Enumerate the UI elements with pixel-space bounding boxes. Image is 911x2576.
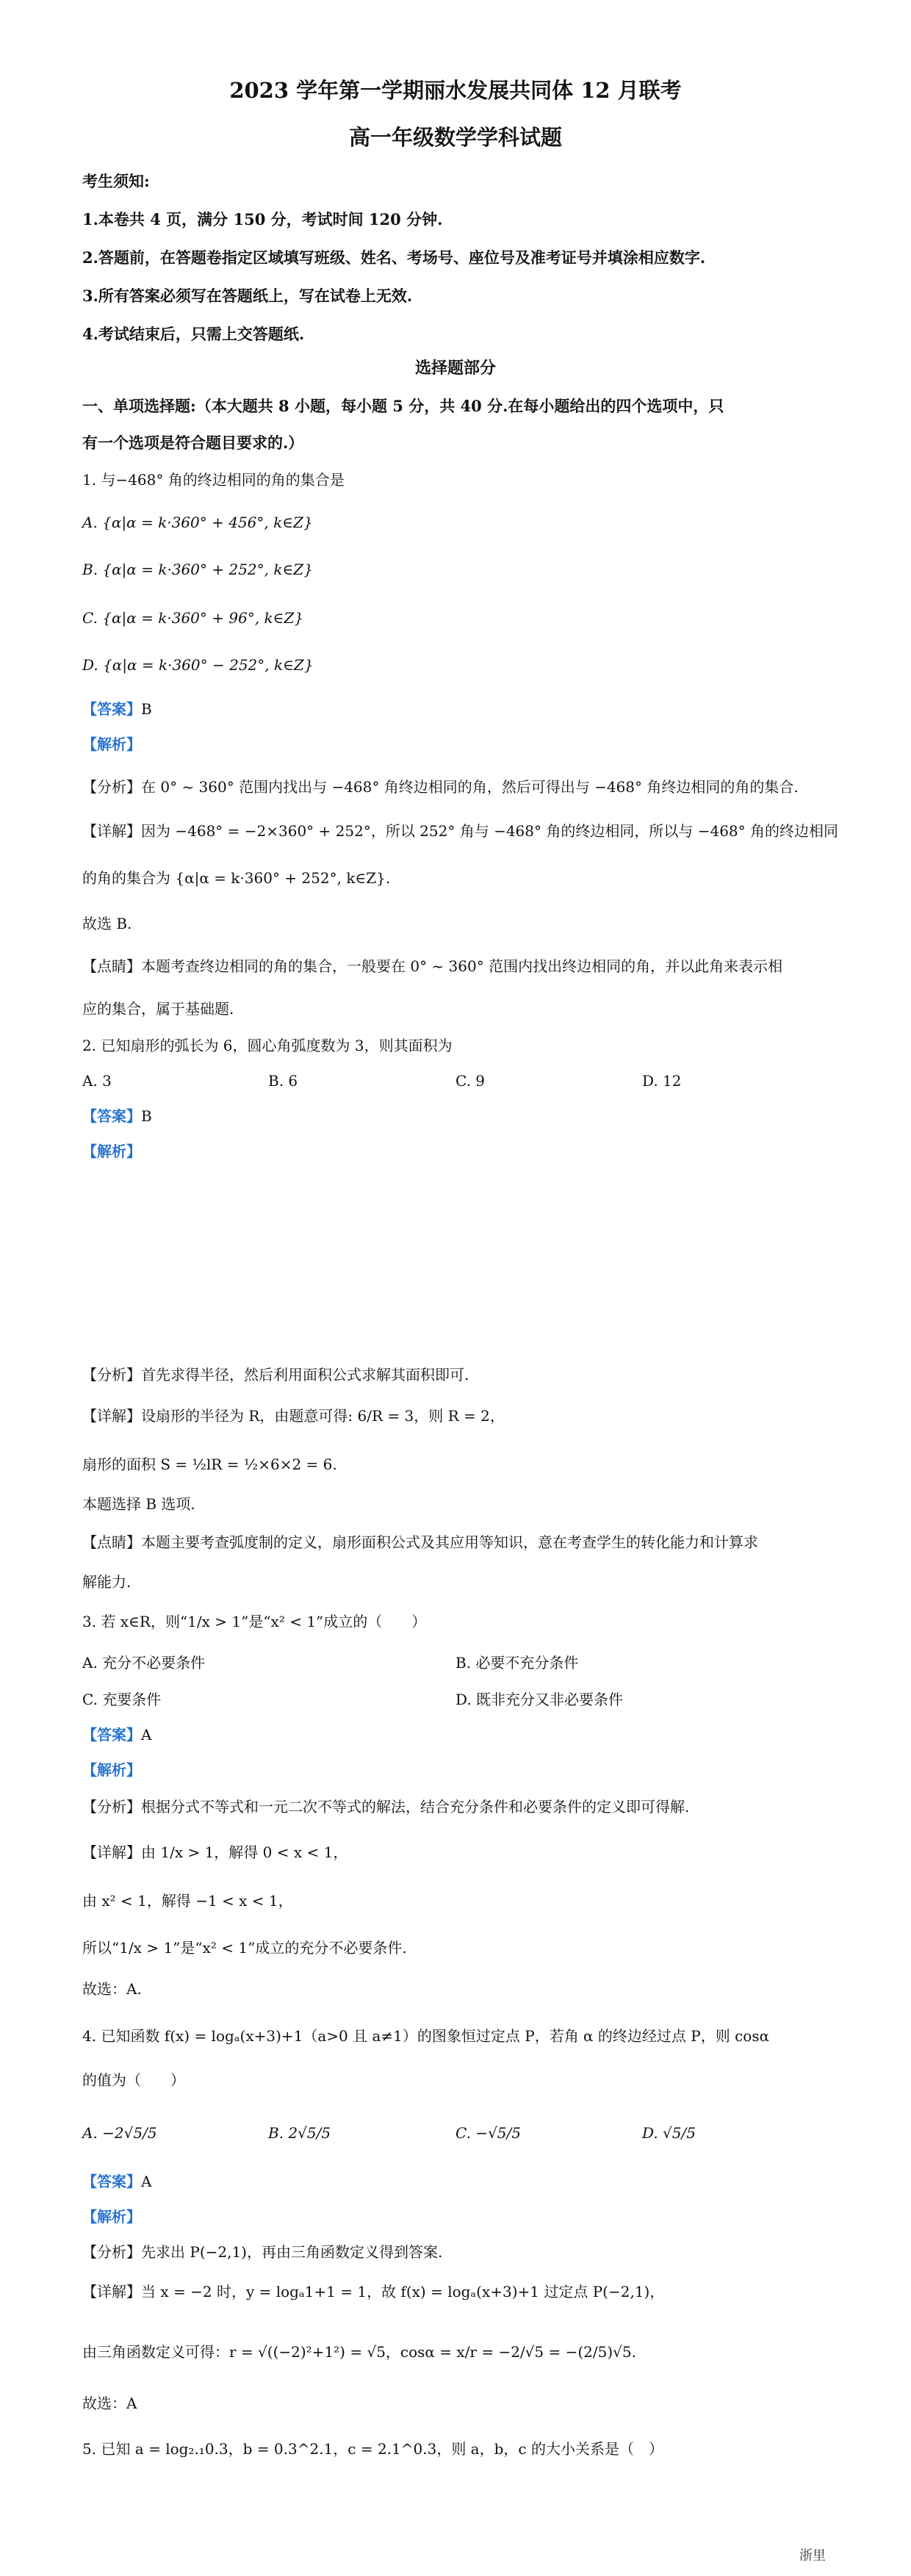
q1-analysis-label: 【解析】 — [82, 735, 141, 753]
q4-option-d: D. √5/5 — [642, 2124, 696, 2142]
q2-answer-value: B — [141, 1107, 152, 1125]
answer-label: 【答案】 — [82, 1107, 141, 1125]
q3-option-c: C. 充要条件 — [82, 1691, 162, 1708]
q1-option-a: A. {α|α = k·360° + 456°, k∈Z} — [82, 514, 313, 531]
q4-answer-value: A — [141, 2173, 152, 2190]
q2-dianjing-2: 解能力. — [82, 1573, 132, 1591]
q3-answer — [82, 1724, 151, 1746]
exam-subtitle: 高一年级数学学科试题 — [348, 125, 562, 150]
q3-option-d: D. 既非充分又非必要条件 — [455, 1691, 624, 1708]
q4-option-c: C. −√5/5 — [455, 2124, 521, 2142]
q1-option-c: C. {α|α = k·360° + 96°, k∈Z} — [82, 609, 304, 627]
q1-answer-value: B — [141, 700, 152, 718]
notice-item-4: 4.考试结束后，只需上交答题纸. — [82, 325, 305, 343]
notice-heading: 考生须知: — [82, 172, 150, 190]
q2-analysis-label: 【解析】 — [82, 1143, 141, 1160]
q4-option-a: A. −2√5/5 — [82, 2124, 157, 2142]
q3-xiangjie: 【详解】由 1/x > 1，解得 0 < x < 1， — [82, 1843, 348, 1861]
q3-answer-value: A — [141, 1726, 152, 1744]
q5-stem: 5. 已知 a = log₂.₁0.3，b = 0.3^2.1，c = 2.1^0.3，则 a，b，c 的大小关系是（ ） — [82, 2440, 663, 2458]
q1-option-b: B. {α|α = k·360° + 252°, k∈Z} — [82, 561, 313, 578]
q4-answer — [82, 2170, 151, 2192]
answer-label: 【答案】 — [82, 2173, 141, 2190]
q3-step2: 由 x² < 1，解得 −1 < x < 1， — [82, 1892, 293, 1910]
footer-mark: 浙里 — [799, 2548, 826, 2564]
notice-item-3: 3.所有答案必须写在答题纸上，写在试卷上无效. — [82, 287, 413, 305]
q4-stem-1: 4. 已知函数 f(x) = logₐ(x+3)+1（a>0 且 a≠1）的图象恒过定点 P，若角 α 的终边经过点 P，则 cosα — [82, 2027, 770, 2045]
q2-stem: 2. 已知扇形的弧长为 6，圆心角弧度数为 3，则其面积为 — [82, 1037, 453, 1054]
exam-title: 2023 学年第一学期丽水发展共同体 12 月联考 — [229, 78, 682, 103]
section-instruction-1: 一、单项选择题:（本大题共 8 小题，每小题 5 分，共 40 分.在每小题给出的四个选项中，只 — [82, 397, 724, 415]
q1-conclusion: 故选 B. — [82, 915, 132, 932]
q2-conclusion: 本题选择 B 选项. — [82, 1495, 195, 1513]
q1-xiangjie-2: 的角的集合为 {α|α = k·360° + 252°, k∈Z}. — [82, 869, 391, 887]
q4-step2: 由三角函数定义可得：r = √((−2)²+1²) = √5，cosα = x/r = −2/√5 = −(2/5)√5. — [82, 2343, 637, 2361]
q1-xiangjie-1: 【详解】因为 −468° = −2×360° + 252°，所以 252° 角与 −468° 角的终边相同，所以与 −468° 角的终边相同 — [82, 822, 839, 840]
notice-item-1: 1.本卷共 4 页，满分 150 分，考试时间 120 分钟. — [82, 210, 443, 229]
q3-stem: 3. 若 x∈R，则“1/x > 1”是“x² < 1”成立的（ ） — [82, 1613, 427, 1630]
q2-option-c: C. 9 — [455, 1072, 486, 1090]
q1-option-d: D. {α|α = k·360° − 252°, k∈Z} — [82, 656, 314, 674]
section-title: 选择题部分 — [414, 359, 496, 378]
q4-conclusion: 故选：A — [82, 2395, 137, 2412]
q3-fenxi: 【分析】根据分式不等式和一元二次不等式的解法，结合充分条件和必要条件的定义即可得解. — [82, 1798, 690, 1816]
q3-analysis-label: 【解析】 — [82, 1761, 141, 1779]
q3-option-a: A. 充分不必要条件 — [82, 1654, 206, 1672]
answer-label: 【答案】 — [82, 1726, 141, 1744]
q2-dianjing-1: 【点睛】本题主要考查弧度制的定义，扇形面积公式及其应用等知识，意在考查学生的转化能力和计算求 — [82, 1533, 758, 1551]
q1-fenxi: 【分析】在 0° ~ 360° 范围内找出与 −468° 角终边相同的角，然后可得出与 −468° 角终边相同的角的集合. — [82, 778, 799, 796]
q4-stem-2: 的值为（ ） — [82, 2071, 185, 2089]
q2-option-a: A. 3 — [82, 1072, 112, 1090]
q3-option-b: B. 必要不充分条件 — [455, 1654, 579, 1672]
q2-area: 扇形的面积 S = ½lR = ½×6×2 = 6. — [82, 1456, 337, 1473]
q4-xiangjie: 【详解】当 x = −2 时，y = logₐ1+1 = 1，故 f(x) = logₐ(x+3)+1 过定点 P(−2,1)， — [82, 2283, 665, 2300]
q1-dianjing-2: 应的集合，属于基础题. — [82, 1000, 234, 1018]
q1-answer — [82, 698, 152, 720]
q1-dianjing-1: 【点睛】本题考查终边相同的角的集合，一般要在 0° ~ 360° 范围内找出终边相同的角，并以此角来表示相 — [82, 957, 783, 975]
q3-conclusion: 故选：A. — [82, 1980, 142, 1998]
q2-option-b: B. 6 — [268, 1072, 298, 1090]
q4-fenxi: 【分析】先求出 P(−2,1)，再由三角函数定义得到答案. — [82, 2243, 443, 2261]
q3-step3: 所以“1/x > 1”是“x² < 1”成立的充分不必要条件. — [82, 1939, 407, 1957]
q2-xiangjie: 【详解】设扇形的半径为 R，由题意可得: 6/R = 3，则 R = 2， — [82, 1407, 505, 1425]
q2-option-d: D. 12 — [642, 1072, 682, 1090]
q4-analysis-label: 【解析】 — [82, 2208, 141, 2226]
notice-item-2: 2.答题前，在答题卷指定区域填写班级、姓名、考场号、座位号及准考证号并填涂相应数字. — [82, 248, 706, 267]
q2-fenxi: 【分析】首先求得半径，然后利用面积公式求解其面积即可. — [82, 1366, 469, 1384]
section-instruction-2: 有一个选项是符合题目要求的.） — [82, 433, 304, 452]
q1-stem: 1. 与−468° 角的终边相同的角的集合是 — [82, 471, 345, 489]
q2-answer — [82, 1105, 152, 1127]
answer-label: 【答案】 — [82, 700, 141, 718]
q4-option-b: B. 2√5/5 — [268, 2124, 331, 2142]
